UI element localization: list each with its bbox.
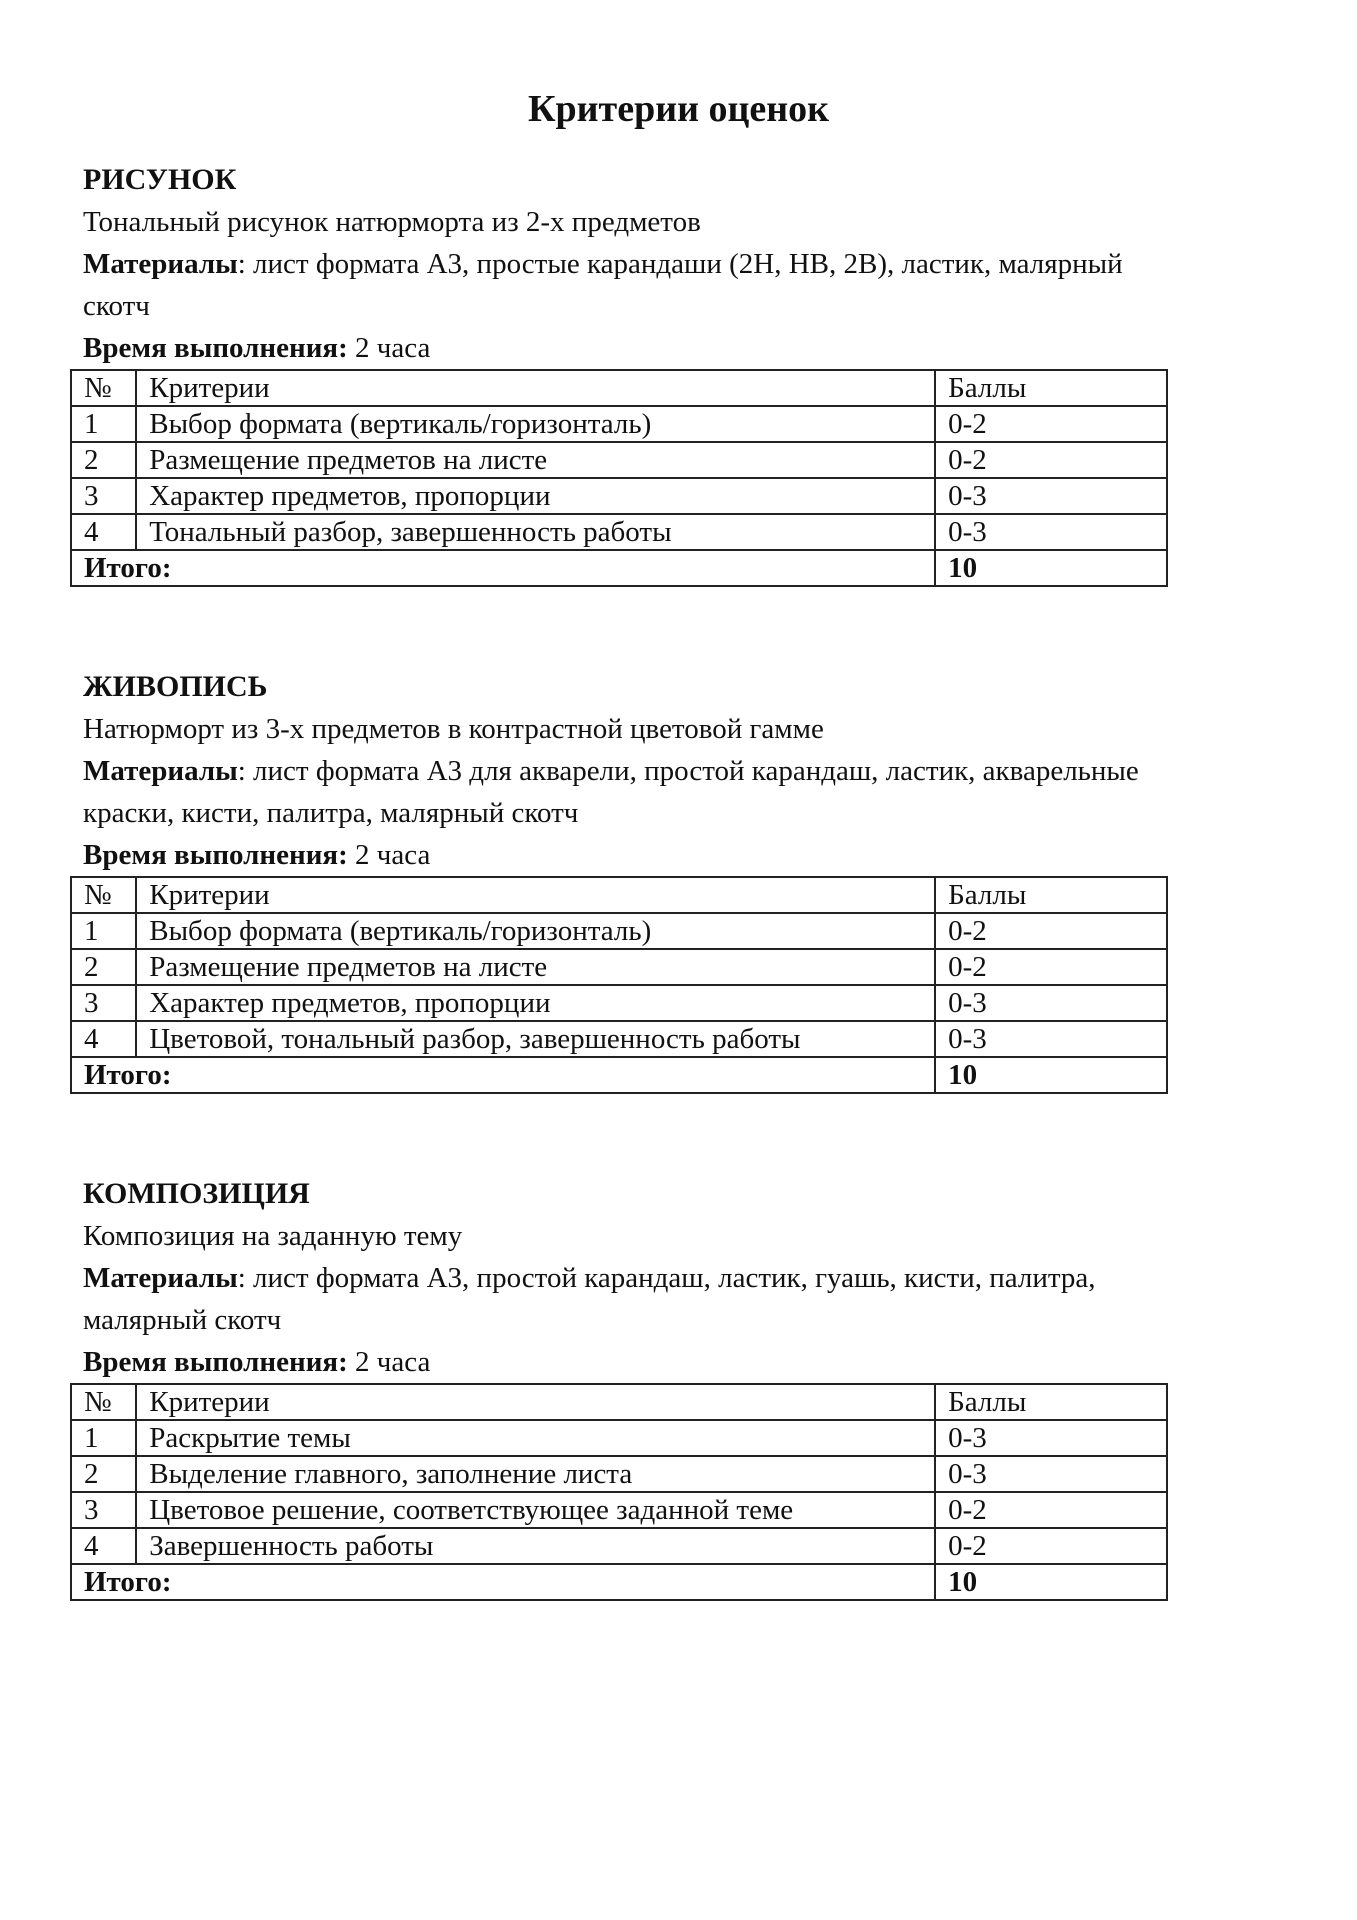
- row-criteria: Завершенность работы: [136, 1528, 935, 1564]
- row-num: 4: [71, 1021, 136, 1057]
- table-row: [71, 1456, 1167, 1492]
- header-criteria: Критерии: [136, 370, 935, 406]
- header-num: №: [71, 370, 136, 406]
- row-num: 4: [71, 1528, 136, 1564]
- row-points: 0-2: [935, 1492, 1167, 1528]
- row-points: 0-2: [935, 442, 1167, 478]
- row-criteria: Выделение главного, заполнение листа: [136, 1456, 935, 1492]
- row-num: 1: [71, 913, 136, 949]
- time-value: 2 часа: [347, 839, 431, 871]
- total-label: Итого:: [71, 1057, 935, 1093]
- time-line: [83, 1341, 1183, 1383]
- row-num: 1: [71, 1420, 136, 1456]
- table-row: [71, 1021, 1167, 1057]
- row-criteria: Раскрытие темы: [136, 1420, 935, 1456]
- row-points: 0-2: [935, 1528, 1167, 1564]
- table-total-row: [71, 1057, 1167, 1093]
- materials-label: Материалы: [83, 755, 238, 787]
- table-row: [71, 406, 1167, 442]
- row-criteria: Характер предметов, пропорции: [136, 985, 935, 1021]
- table-row: [71, 913, 1167, 949]
- table-row: [71, 442, 1167, 478]
- time-label: Время выполнения:: [83, 332, 348, 364]
- task-description: Тональный рисунок натюрморта из 2-х предметов: [83, 206, 701, 238]
- materials-text: : лист формата А3, простые карандаши (2Н, НВ, 2В), ластик, малярный: [237, 248, 1123, 280]
- row-num: 4: [71, 514, 136, 550]
- header-points: Баллы: [935, 370, 1167, 406]
- row-points: 0-3: [935, 1021, 1167, 1057]
- row-points: 0-3: [935, 1420, 1167, 1456]
- table-header-row: [71, 1384, 1167, 1420]
- table-row: [71, 985, 1167, 1021]
- header-points: Баллы: [935, 1384, 1167, 1420]
- header-criteria: Критерии: [136, 1384, 935, 1420]
- row-points: 0-3: [935, 1456, 1167, 1492]
- materials-text: : лист формата А3, простой карандаш, ластик, гуашь, кисти, палитра,: [237, 1262, 1096, 1294]
- row-num: 1: [71, 406, 136, 442]
- row-criteria: Цветовой, тональный разбор, завершенность работы: [136, 1021, 935, 1057]
- table-row: [71, 1492, 1167, 1528]
- header-criteria: Критерии: [136, 877, 935, 913]
- header-num: №: [71, 877, 136, 913]
- section-drawing: [83, 159, 1183, 587]
- section-heading: ЖИВОПИСЬ: [83, 670, 268, 703]
- time-line: [83, 327, 1183, 369]
- materials-label: Материалы: [83, 248, 238, 280]
- row-points: 0-3: [935, 985, 1167, 1021]
- materials-text: : лист формата А3 для акварели, простой карандаш, ластик, акварельные: [237, 755, 1139, 787]
- row-num: 2: [71, 1456, 136, 1492]
- task-description: Натюрморт из 3-х предметов в контрастной цветовой гамме: [83, 713, 824, 745]
- materials-continuation: скотч: [83, 290, 150, 322]
- row-points: 0-2: [935, 913, 1167, 949]
- total-label: Итого:: [71, 1564, 935, 1600]
- header-points: Баллы: [935, 877, 1167, 913]
- row-criteria: Выбор формата (вертикаль/горизонталь): [136, 406, 935, 442]
- table-row: [71, 1420, 1167, 1456]
- page-title: Критерии оценок: [527, 88, 830, 130]
- total-label: Итого:: [71, 550, 935, 586]
- section-heading: РИСУНОК: [83, 163, 237, 196]
- row-criteria: Выбор формата (вертикаль/горизонталь): [136, 913, 935, 949]
- row-num: 3: [71, 1492, 136, 1528]
- row-criteria: Размещение предметов на листе: [136, 442, 935, 478]
- total-value: 10: [935, 1564, 1167, 1600]
- materials-continuation: краски, кисти, палитра, малярный скотч: [83, 797, 579, 829]
- materials-label: Материалы: [83, 1262, 238, 1294]
- row-criteria: Цветовое решение, соответствующее заданной теме: [136, 1492, 935, 1528]
- criteria-table: [70, 1383, 1168, 1601]
- row-points: 0-2: [935, 406, 1167, 442]
- section-composition: [83, 1173, 1183, 1601]
- row-num: 2: [71, 442, 136, 478]
- task-description: Композиция на заданную тему: [83, 1220, 463, 1252]
- section-painting: [83, 666, 1183, 1094]
- table-header-row: [71, 877, 1167, 913]
- table-header-row: [71, 370, 1167, 406]
- row-criteria: Размещение предметов на листе: [136, 949, 935, 985]
- table-row: [71, 1528, 1167, 1564]
- row-points: 0-3: [935, 478, 1167, 514]
- time-label: Время выполнения:: [83, 1346, 348, 1378]
- row-num: 3: [71, 478, 136, 514]
- table-row: [71, 514, 1167, 550]
- time-value: 2 часа: [347, 332, 431, 364]
- section-heading: КОМПОЗИЦИЯ: [83, 1177, 310, 1210]
- time-value: 2 часа: [347, 1346, 431, 1378]
- row-criteria: Характер предметов, пропорции: [136, 478, 935, 514]
- materials-continuation: малярный скотч: [83, 1304, 282, 1336]
- total-value: 10: [935, 1057, 1167, 1093]
- table-row: [71, 478, 1167, 514]
- criteria-table: [70, 876, 1168, 1094]
- row-points: 0-2: [935, 949, 1167, 985]
- time-label: Время выполнения:: [83, 839, 348, 871]
- row-num: 2: [71, 949, 136, 985]
- header-num: №: [71, 1384, 136, 1420]
- materials-line: [83, 1257, 1183, 1299]
- time-line: [83, 834, 1183, 876]
- materials-line: [83, 243, 1183, 285]
- row-num: 3: [71, 985, 136, 1021]
- row-points: 0-3: [935, 514, 1167, 550]
- table-total-row: [71, 1564, 1167, 1600]
- table-total-row: [71, 550, 1167, 586]
- criteria-table: [70, 369, 1168, 587]
- total-value: 10: [935, 550, 1167, 586]
- materials-line: [83, 750, 1183, 792]
- table-row: [71, 949, 1167, 985]
- row-criteria: Тональный разбор, завершенность работы: [136, 514, 935, 550]
